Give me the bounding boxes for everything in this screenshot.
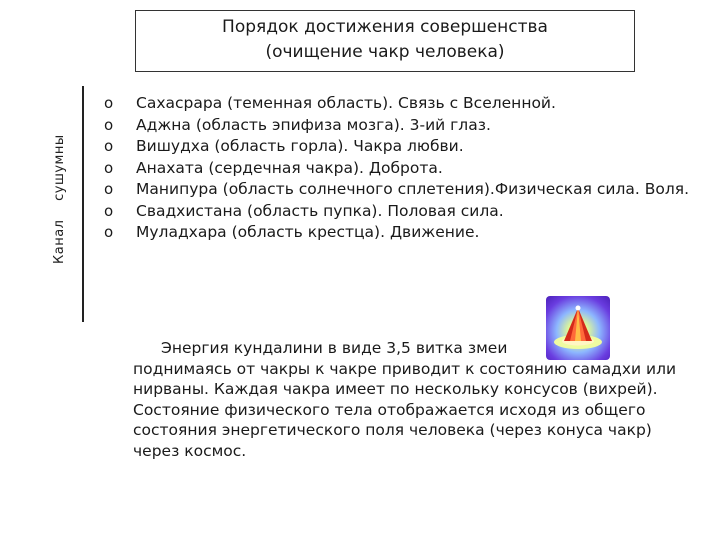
chakra-list: [104, 93, 704, 244]
side-label-word-2: сушумны: [52, 134, 67, 201]
kundalini-paragraph: [133, 338, 693, 461]
vertical-divider: [82, 86, 84, 322]
side-label-word-1: Канал: [52, 219, 67, 264]
bullet-icon: o: [104, 201, 114, 220]
list-item: [104, 201, 704, 223]
bullet-icon: o: [104, 94, 114, 112]
title-box: [135, 10, 635, 72]
side-label: [52, 134, 67, 264]
bullet-icon: o: [104, 180, 114, 198]
list-item: [104, 93, 704, 115]
bullet-icon: o: [104, 115, 114, 134]
list-item: [104, 115, 704, 137]
paragraph-line-1: Энергия кундалини в виде 3,5 витка змеи: [161, 339, 508, 357]
list-item-text: Сахасрара (теменная область). Связь с Вселенной.: [136, 94, 556, 112]
list-item: [104, 158, 704, 180]
title-line-2: (очищение чакр человека): [265, 42, 505, 62]
list-item: [104, 179, 704, 201]
list-item-text: Аджна (область эпифиза мозга). 3-ий глаз.: [136, 115, 491, 134]
list-item: [104, 222, 704, 244]
list-item-text: Вишудха (область горла). Чакра любви.: [136, 137, 464, 155]
title-line-1: Порядок достижения совершенства: [222, 17, 548, 37]
list-item-text: Свадхистана (область пупка). Половая сила.: [136, 201, 504, 220]
list-item-text: Муладхара (область крестца). Движение.: [136, 223, 480, 241]
list-item: [104, 136, 704, 158]
bullet-icon: o: [104, 158, 114, 177]
bullet-icon: o: [104, 137, 114, 155]
list-item-text: Манипура (область солнечного сплетения).Физическая сила. Воля.: [136, 180, 690, 198]
paragraph-body: поднимаясь от чакры к чакре приводит к состоянию самадхи или нирваны. Каждая чакра имеет по нескольку консусов (вихрей). Состояние физического тела отображается исходя из общего состояния энергетического поля человека (через конуса чакр) через космос.: [133, 359, 677, 460]
list-item-text: Анахата (сердечная чакра). Доброта.: [136, 158, 443, 177]
bullet-icon: o: [104, 223, 114, 241]
